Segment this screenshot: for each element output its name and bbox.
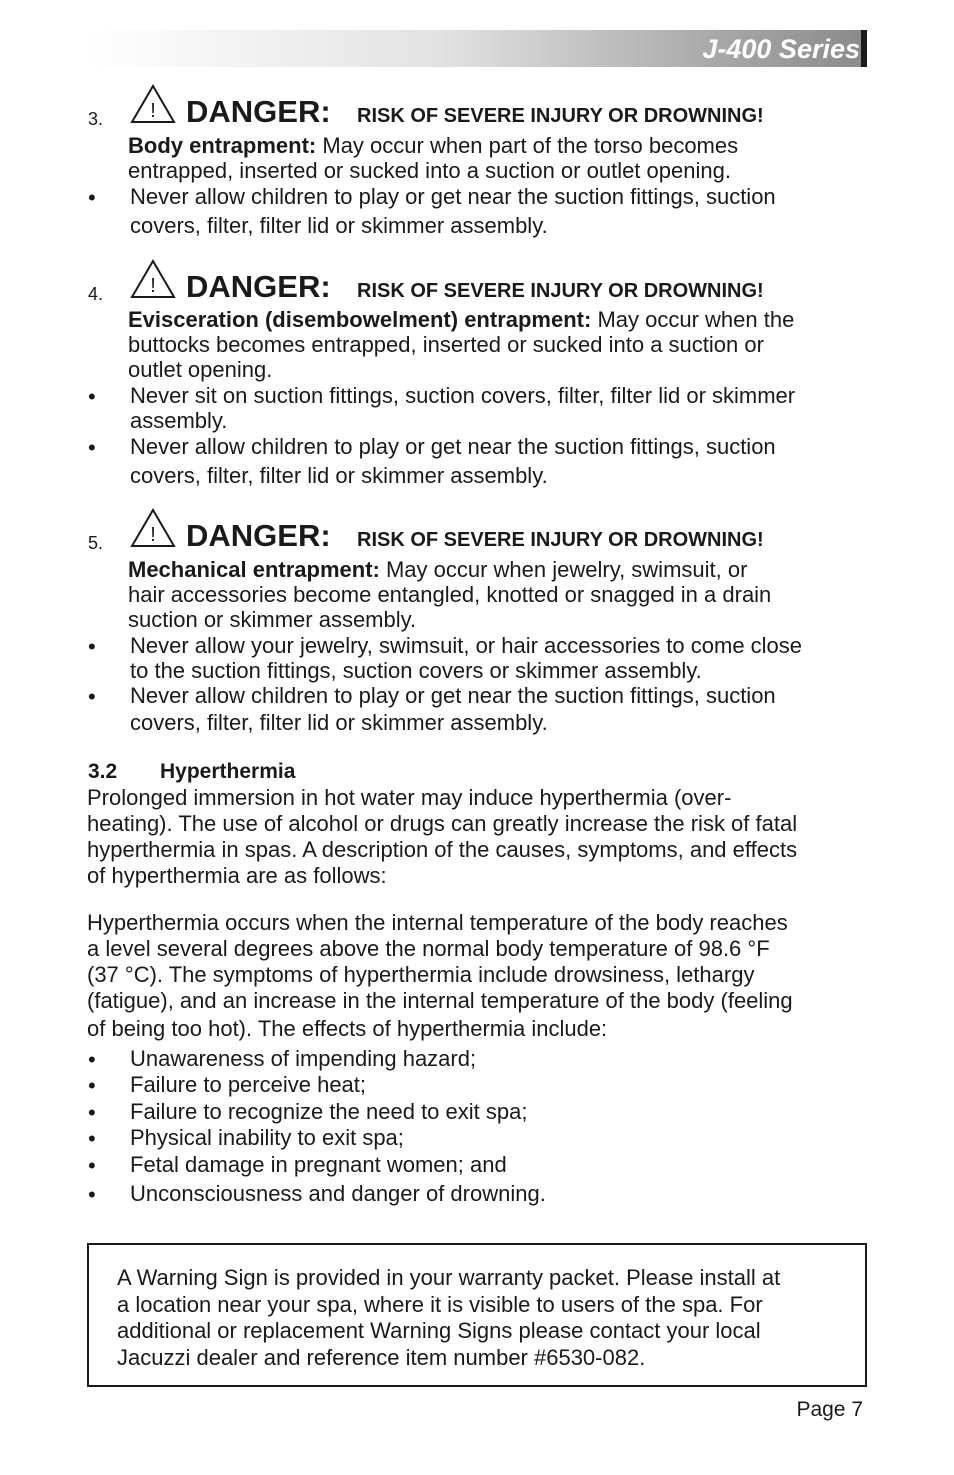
bullet-glyph: • <box>88 1073 96 1098</box>
warning-bullet: Never allow children to play or get near the suction fittings, suction covers, filter, filter lid or skimmer assembly. <box>130 434 776 488</box>
warning-bullet: Never allow children to play or get near the suction fittings, suction covers, filter, filter lid or skimmer assembly. <box>130 683 776 735</box>
page-number: Page 7 <box>796 1398 863 1421</box>
section-title: Hyperthermia <box>160 760 296 783</box>
bullet-glyph: • <box>88 1182 96 1207</box>
warning-paragraph: Mechanical entrapment: May occur when jewelry, swimsuit, or hair accessories become entangled, knotted or snagged in a drain suction or skimmer assembly. <box>128 557 772 632</box>
list-item: Physical inability to exit spa; <box>130 1125 404 1150</box>
hyperthermia-description: Hyperthermia occurs when the internal temperature of the body reaches a level several degrees above the normal body temperature of 98.6 °F (37 °C). The symptoms of hyperthermia include drowsiness, lethargy (fatigue), and an increase in the internal temperature of the body (feeling of being too hot). The effects of hyperthermia include: <box>87 910 793 1041</box>
section-number: 3.2 <box>88 760 118 783</box>
header-cap <box>861 30 867 67</box>
warning-triangle-icon <box>130 508 176 548</box>
entrapment-type: Body entrapment: <box>128 133 317 158</box>
warning-bullet: Never sit on suction fittings, suction covers, filter, filter lid or skimmer assembly. <box>130 383 796 433</box>
warning-number: 4. <box>88 284 104 304</box>
svg-text:!: ! <box>150 100 156 122</box>
bullet-glyph: • <box>88 185 96 210</box>
series-title: J-400 Series <box>702 34 860 64</box>
warning-paragraph: Evisceration (disembowelment) entrapment: May occur when the buttocks becomes entrapped, inserted or sucked into a suction or outlet opening. <box>128 307 795 382</box>
list-item: Unconsciousness and danger of drowning. <box>130 1181 546 1206</box>
hyperthermia-intro: Prolonged immersion in hot water may induce hyperthermia (over- heating). The use of alcohol or drugs can greatly increase the risk of fatal hyperthermia in spas. A description of the causes, symptoms, and effects of hyperthermia are as follows: <box>87 785 798 888</box>
list-item: Failure to recognize the need to exit spa; <box>130 1099 528 1124</box>
risk-label: RISK OF SEVERE INJURY OR DROWNING! <box>357 105 764 127</box>
bullet-glyph: • <box>88 1100 96 1125</box>
warning-sign-notice <box>87 1243 867 1387</box>
warning-triangle-icon <box>130 84 176 124</box>
warning-bullet: Never allow children to play or get near the suction fittings, suction covers, filter, filter lid or skimmer assembly. <box>130 184 776 238</box>
bullet-glyph: • <box>88 634 96 659</box>
warning-triangle-icon <box>130 259 176 299</box>
bullet-glyph: • <box>88 684 96 709</box>
svg-text:!: ! <box>150 275 156 297</box>
entrapment-type: Mechanical entrapment: <box>128 557 380 582</box>
bullet-glyph: • <box>88 1047 96 1072</box>
bullet-glyph: • <box>88 1126 96 1151</box>
danger-label: DANGER: <box>186 518 331 553</box>
list-item: Failure to perceive heat; <box>130 1072 367 1097</box>
svg-text:!: ! <box>150 524 156 546</box>
warning-number: 3. <box>88 109 104 129</box>
bullet-glyph: • <box>88 1153 96 1178</box>
warning-number: 5. <box>88 533 104 553</box>
danger-label: DANGER: <box>186 269 331 304</box>
entrapment-type: Evisceration (disembowelment) entrapment: <box>128 307 592 332</box>
danger-label: DANGER: <box>186 94 331 129</box>
list-item: Unawareness of impending hazard; <box>130 1046 477 1071</box>
warning-bullet: Never allow your jewelry, swimsuit, or hair accessories to come close to the suction fittings, suction covers or skimmer assembly. <box>130 633 803 683</box>
list-item: Fetal damage in pregnant women; and <box>130 1152 507 1177</box>
bullet-glyph: • <box>88 435 96 460</box>
risk-label: RISK OF SEVERE INJURY OR DROWNING! <box>357 280 764 302</box>
warning-paragraph: Body entrapment: May occur when part of the torso becomes entrapped, inserted or sucked into a suction or outlet opening. <box>128 133 739 183</box>
notice-text: A Warning Sign is provided in your warranty packet. Please install at a location near your spa, where it is visible to users of the spa. For additional or replacement Warning Signs please contact your local Jacuzzi dealer and reference item number #6530-082. <box>117 1265 781 1370</box>
risk-label: RISK OF SEVERE INJURY OR DROWNING! <box>357 529 764 551</box>
bullet-glyph: • <box>88 384 96 409</box>
